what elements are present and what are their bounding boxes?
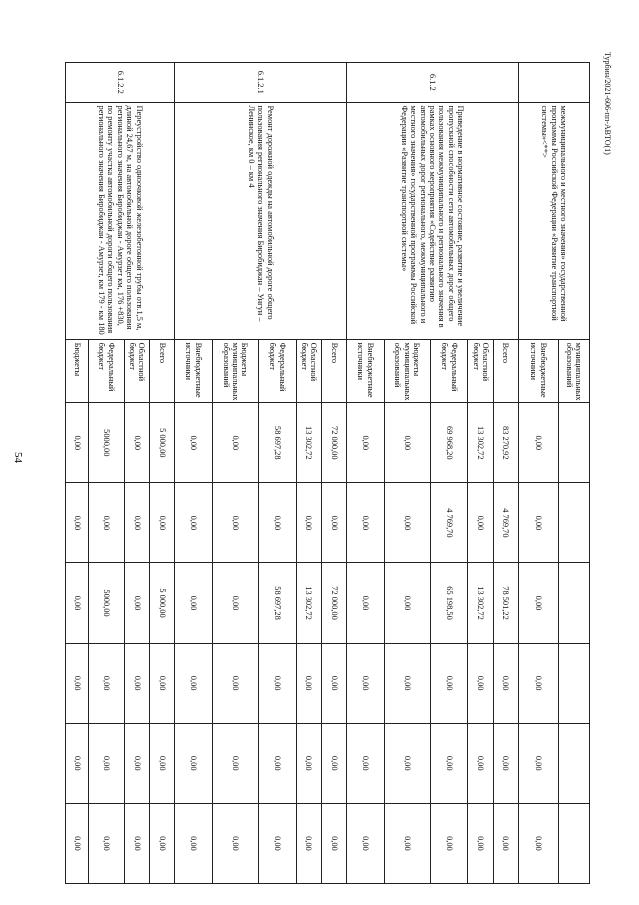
value-cell: 0,00 (124, 723, 149, 803)
value-cell: 0,00 (212, 403, 258, 483)
value-cell: 0,00 (518, 403, 558, 483)
measure-name-cell: Приведение в нормативное состояние, развитие и увеличение пропускной способности сети автомобильных дорог общего пользования межмуниципального и регионального значения в рамках основного мероприятия «Содействие развитию автомобильных дорог регионального, межмуниципального и местного значения» государственной программы Российской Федерации «Развитие транспортной системы» (346, 102, 518, 339)
value-cell: 0,00 (346, 563, 384, 643)
source-cell: Внебюджетные источники (175, 339, 213, 403)
source-cell: Федеральный бюджет (89, 339, 125, 403)
value-cell: 0,00 (66, 643, 89, 723)
source-cell: Внебюджетные источники (518, 339, 558, 403)
value-cell: 0,00 (175, 563, 213, 643)
value-cell: 0,00 (430, 803, 468, 883)
source-cell: Областной бюджет (296, 339, 321, 403)
value-cell: 0,00 (346, 403, 384, 483)
code-cell (518, 63, 589, 103)
table-row (493, 63, 518, 884)
source-cell: Федеральный бюджет (258, 339, 296, 403)
value-cell: 4 769,70 (493, 483, 518, 563)
value-cell: 0,00 (175, 803, 213, 883)
value-cell: 0,00 (149, 483, 174, 563)
source-cell: Областной бюджет (468, 339, 493, 403)
value-cell: 0,00 (296, 643, 321, 723)
value-cell: 0,00 (518, 483, 558, 563)
table-row (149, 63, 174, 884)
code-cell: 6.1.2.2 (66, 63, 175, 103)
value-cell: 0,00 (384, 403, 430, 483)
value-cell: 0,00 (430, 723, 468, 803)
value-cell: 0,00 (149, 643, 174, 723)
value-cell: 0,00 (384, 483, 430, 563)
value-cell: 0,00 (518, 803, 558, 883)
measure-name-cell: Переустройство одноочковой железобетонной трубы отв.1,5 м, длиной 24,67 м, на автомобильной дороге общего пользования регионального значения Биробиджан - Амурзет км, 176 +830, по ремонту участка автомобильной дороги общего пользования регионального значения Биробиджан - Амурзет, км 179 - км 180 (66, 102, 175, 339)
value-cell: 0,00 (384, 563, 430, 643)
value-cell: 0,00 (468, 723, 493, 803)
value-cell: 0,00 (346, 803, 384, 883)
value-cell: 13 302,72 (468, 563, 493, 643)
value-cell: 0,00 (212, 483, 258, 563)
source-cell: Бюджеты муниципальных образований (212, 339, 258, 403)
value-cell: 0,00 (175, 403, 213, 483)
value-cell: 0,00 (124, 643, 149, 723)
source-cell: Бюджеты (66, 339, 89, 403)
source-cell: Федеральный бюджет (430, 339, 468, 403)
value-cell: 72 000,00 (321, 563, 346, 643)
value-cell: 0,00 (124, 563, 149, 643)
value-cell: 0,00 (66, 403, 89, 483)
value-cell: 5000,00 (89, 563, 125, 643)
source-cell: муниципальных образований (558, 339, 589, 403)
value-cell: 0,00 (175, 483, 213, 563)
value-cell: 0,00 (518, 723, 558, 803)
value-cell: 5000,00 (89, 403, 125, 483)
value-cell: 4 769,70 (430, 483, 468, 563)
value-cell: 0,00 (321, 803, 346, 883)
value-cell: 0,00 (258, 483, 296, 563)
value-cell: 0,00 (89, 643, 125, 723)
value-cell: 0,00 (384, 643, 430, 723)
value-cell: 0,00 (430, 643, 468, 723)
measure-name-cell: Ремонт дорожной одежды на автомобильной дороге общего пользования регионального значения Биробиджан – Унгун – Ленинское, км 0 – км 4 (175, 102, 347, 339)
value-cell: 0,00 (384, 723, 430, 803)
document-code: Турбин/2021-606-пп-АВТО(1) (603, 52, 612, 155)
value-cell: 0,00 (124, 803, 149, 883)
value-cell: 78 501,22 (493, 563, 518, 643)
value-cell: 0,00 (518, 563, 558, 643)
value-cell: 0,00 (89, 803, 125, 883)
value-cell: 0,00 (258, 803, 296, 883)
value-cell: 0,00 (66, 723, 89, 803)
value-cell: 13 302,72 (296, 403, 321, 483)
value-cell: 0,00 (149, 803, 174, 883)
code-cell: 6.1.2 (346, 63, 518, 103)
rotated-table-wrapper (65, 62, 590, 884)
value-cell: 0,00 (212, 803, 258, 883)
value-cell: 0,00 (346, 723, 384, 803)
value-cell: 0,00 (212, 723, 258, 803)
value-cell: 0,00 (493, 723, 518, 803)
value-cell: 83 270,92 (493, 403, 518, 483)
source-cell: Внебюджетные источники (346, 339, 384, 403)
value-cell: 0,00 (296, 803, 321, 883)
value-cell: 13 302,72 (468, 403, 493, 483)
value-cell: 72 000,00 (321, 403, 346, 483)
value-cell: 0,00 (89, 723, 125, 803)
value-cell: 0,00 (518, 643, 558, 723)
value-cell: 0,00 (296, 483, 321, 563)
value-cell: 0,00 (66, 563, 89, 643)
value-cell: 58 697,28 (258, 403, 296, 483)
value-cell: 0,00 (212, 563, 258, 643)
value-cell: 69 968,20 (430, 403, 468, 483)
value-cell: 0,00 (212, 643, 258, 723)
value-cell: 5 000,00 (149, 563, 174, 643)
value-cell: 0,00 (321, 643, 346, 723)
value-cell: 0,00 (89, 483, 125, 563)
value-cell: 0,00 (149, 723, 174, 803)
value-cell: 0,00 (468, 803, 493, 883)
page-number: 54 (12, 452, 24, 463)
value-cell: 0,00 (124, 483, 149, 563)
value-cell: 0,00 (346, 483, 384, 563)
value-cell: 0,00 (493, 803, 518, 883)
measure-name-cell: межмуниципального и местного значения» государственной программы Российской Федерации «Развитие транспортной системы»<**> (518, 102, 589, 339)
value-cell: 0,00 (258, 643, 296, 723)
value-cell: 0,00 (175, 643, 213, 723)
code-cell: 6.1.2.1 (175, 63, 347, 103)
source-cell: Всего (493, 339, 518, 403)
value-cell: 0,00 (321, 483, 346, 563)
value-cell: 0,00 (66, 483, 89, 563)
source-cell: Областной бюджет (124, 339, 149, 403)
table-row (321, 63, 346, 884)
value-cell: 5 000,00 (149, 403, 174, 483)
table-row (558, 63, 589, 884)
value-cell: 0,00 (468, 483, 493, 563)
value-cell: 0,00 (321, 723, 346, 803)
value-cell: 0,00 (175, 723, 213, 803)
value-cell: 0,00 (384, 803, 430, 883)
source-cell: Всего (321, 339, 346, 403)
financing-table (65, 62, 590, 884)
value-cell: 0,00 (258, 723, 296, 803)
value-cell: 0,00 (468, 643, 493, 723)
value-cell: 58 697,28 (258, 563, 296, 643)
value-cell: 0,00 (124, 403, 149, 483)
value-cell: 0,00 (346, 643, 384, 723)
value-cell: 13 302,72 (296, 563, 321, 643)
value-cell: 0,00 (66, 803, 89, 883)
value-cell: 65 198,50 (430, 563, 468, 643)
source-cell: Бюджеты муниципальных образований (384, 339, 430, 403)
value-cell: 0,00 (296, 723, 321, 803)
value-cell: 0,00 (493, 643, 518, 723)
source-cell: Всего (149, 339, 174, 403)
